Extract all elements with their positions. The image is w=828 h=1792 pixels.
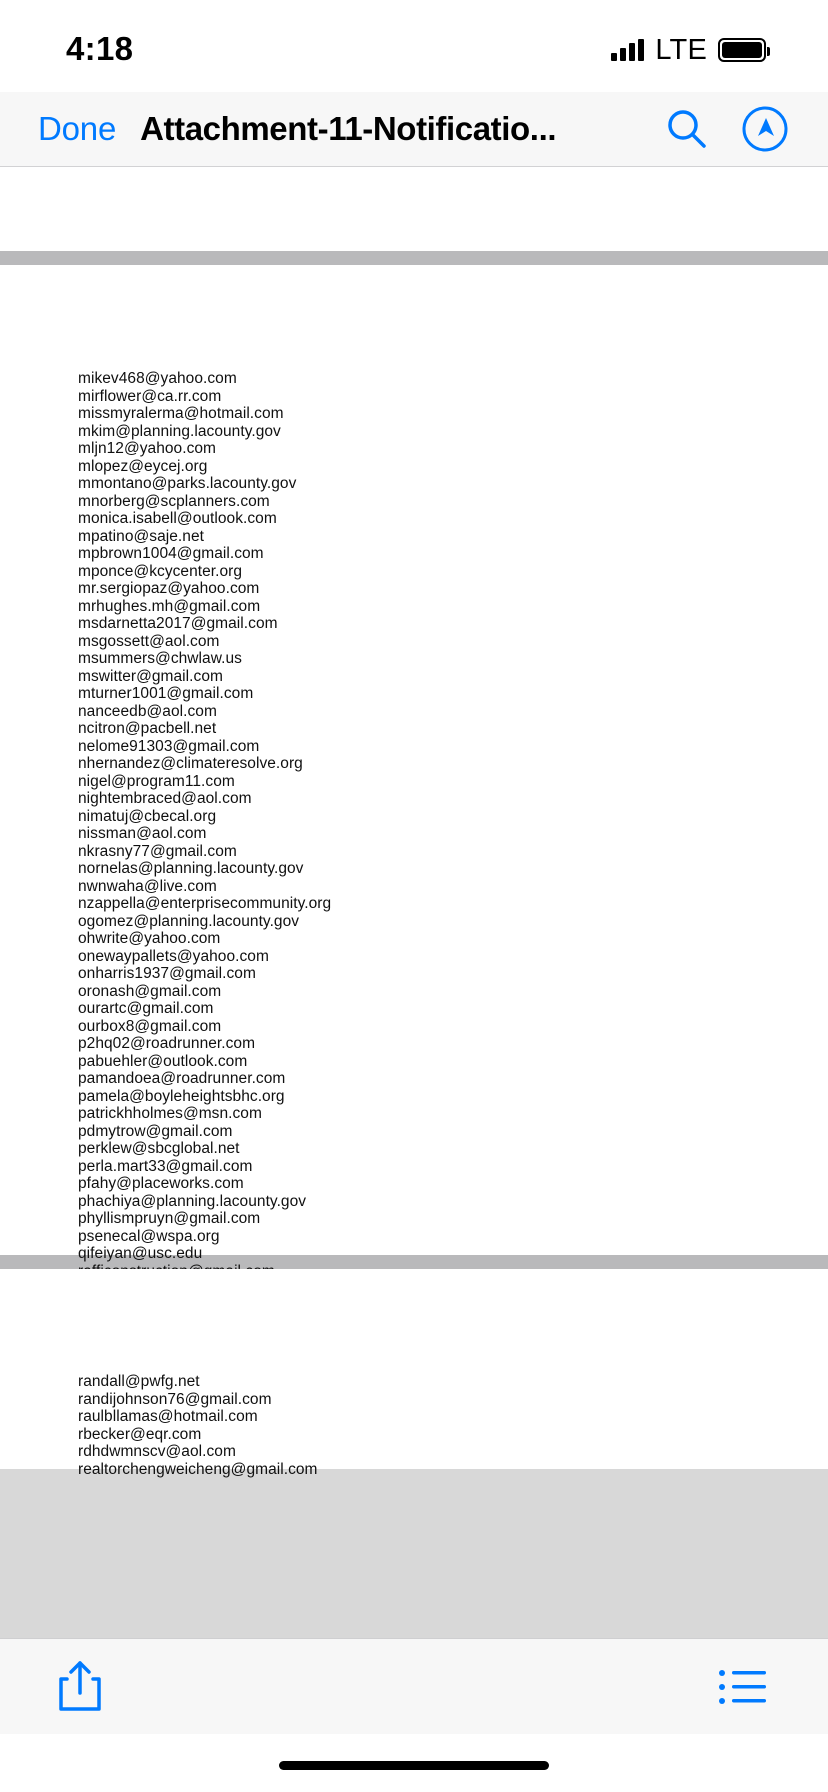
list-item: pabuehler@outlook.com [78, 1052, 248, 1070]
list-item: qifeiyan@usc.edu [78, 1245, 203, 1262]
list-item: mmontano@parks.lacounty.gov [78, 475, 297, 492]
list-item: phyllismpruyn@gmail.com [78, 1210, 261, 1227]
list-item: msdarnetta2017@gmail.com [78, 615, 278, 632]
battery-icon [718, 38, 766, 62]
home-indicator-area [0, 1734, 828, 1792]
list-item: p2hq02@roadrunner.com [78, 1035, 256, 1052]
list-item: missmyralerma@hotmail.com [78, 405, 284, 422]
list-item: nanceedb@aol.com [78, 702, 217, 720]
list-item: raulbllamas@hotmail.com [78, 1408, 258, 1425]
status-time: 4:18 [66, 30, 134, 67]
list-item: pamandoea@roadrunner.com [78, 1070, 286, 1087]
list-item: nhernandez@climateresolve.org [78, 755, 303, 772]
page-separator [0, 251, 828, 265]
list-item: mlopez@eycej.org [78, 457, 208, 475]
list-item: mkim@planning.lacounty.gov [78, 422, 281, 440]
document-page-current [0, 265, 828, 1262]
list-item: realtorchengweicheng@gmail.com [78, 1460, 318, 1478]
status-bar [0, 0, 828, 92]
list-item: nkrasny77@gmail.com [78, 842, 237, 860]
list-item: nimatuj@cbecal.org [78, 807, 217, 825]
bottom-toolbar [0, 1638, 828, 1734]
list-item: mpbrown1004@gmail.com [78, 545, 264, 562]
search-button[interactable] [656, 98, 718, 160]
list-item: perla.mart33@gmail.com [78, 1157, 253, 1175]
list-item: mirflower@ca.rr.com [78, 387, 222, 405]
document-page-next [0, 1269, 828, 1478]
list-item: mpatino@saje.net [78, 527, 204, 545]
email-address-list [78, 370, 828, 1280]
email-address-list-continued [78, 1373, 828, 1478]
markup-button[interactable] [734, 98, 796, 160]
list-item: mr.sergiopaz@yahoo.com [78, 580, 260, 597]
search-icon [664, 106, 710, 152]
list-item: monica.isabell@outlook.com [78, 510, 277, 527]
list-item: rbecker@eqr.com [78, 1425, 202, 1443]
list-item: onharris1937@gmail.com [78, 965, 256, 982]
list-item: nigel@program11.com [78, 772, 235, 790]
share-button[interactable] [44, 1651, 116, 1723]
list-item: phachiya@planning.lacounty.gov [78, 1192, 307, 1210]
list-item: psenecal@wspa.org [78, 1227, 220, 1245]
status-indicators [611, 26, 766, 67]
document-viewer[interactable] [0, 167, 828, 1638]
list-item: nzappella@enterprisecommunity.org [78, 895, 332, 912]
list-item: mswitter@gmail.com [78, 667, 223, 685]
list-item: pamela@boyleheightsbhc.org [78, 1087, 285, 1105]
list-item: mljn12@yahoo.com [78, 440, 217, 457]
list-item: ogomez@planning.lacounty.gov [78, 912, 300, 930]
document-page-previous [0, 167, 828, 251]
page-title: Attachment-11-Notificatio... [140, 110, 557, 147]
list-item: mnorberg@scplanners.com [78, 492, 270, 510]
cellular-signal-icon [611, 39, 644, 61]
list-view-button[interactable] [706, 1651, 778, 1723]
list-item: nornelas@planning.lacounty.gov [78, 860, 304, 877]
list-item: randijohnson76@gmail.com [78, 1390, 272, 1408]
list-item: ourbox8@gmail.com [78, 1017, 222, 1035]
list-item: nissman@aol.com [78, 825, 207, 842]
list-item: ncitron@pacbell.net [78, 720, 217, 737]
list-item: rdhdwmnscv@aol.com [78, 1443, 236, 1460]
list-item: mponce@kcycenter.org [78, 562, 243, 580]
list-item: ourartc@gmail.com [78, 1000, 214, 1017]
list-view-icon [716, 1665, 768, 1709]
list-item: nightembraced@aol.com [78, 790, 252, 807]
list-item: oronash@gmail.com [78, 982, 222, 1000]
share-icon [54, 1659, 106, 1715]
list-item: onewaypallets@yahoo.com [78, 947, 269, 965]
list-item: nelome91303@gmail.com [78, 737, 260, 755]
navigation-bar [0, 92, 828, 167]
markup-pen-icon [741, 105, 789, 153]
done-button[interactable]: Done [38, 110, 117, 147]
list-item: pfahy@placeworks.com [78, 1175, 244, 1192]
home-indicator[interactable] [279, 1761, 549, 1770]
list-item: perklew@sbcglobal.net [78, 1140, 240, 1157]
list-item: randall@pwfg.net [78, 1373, 200, 1390]
list-item: mturner1001@gmail.com [78, 685, 254, 702]
list-item: mikev468@yahoo.com [78, 370, 237, 387]
list-item: ohwrite@yahoo.com [78, 930, 221, 947]
list-item: mrhughes.mh@gmail.com [78, 597, 261, 615]
list-item: msgossett@aol.com [78, 632, 220, 650]
list-item: msummers@chwlaw.us [78, 650, 242, 667]
list-item: patrickhholmes@msn.com [78, 1105, 262, 1122]
carrier-label: LTE [655, 33, 707, 66]
list-item: nwnwaha@live.com [78, 877, 217, 895]
list-item: pdmytrow@gmail.com [78, 1122, 233, 1140]
